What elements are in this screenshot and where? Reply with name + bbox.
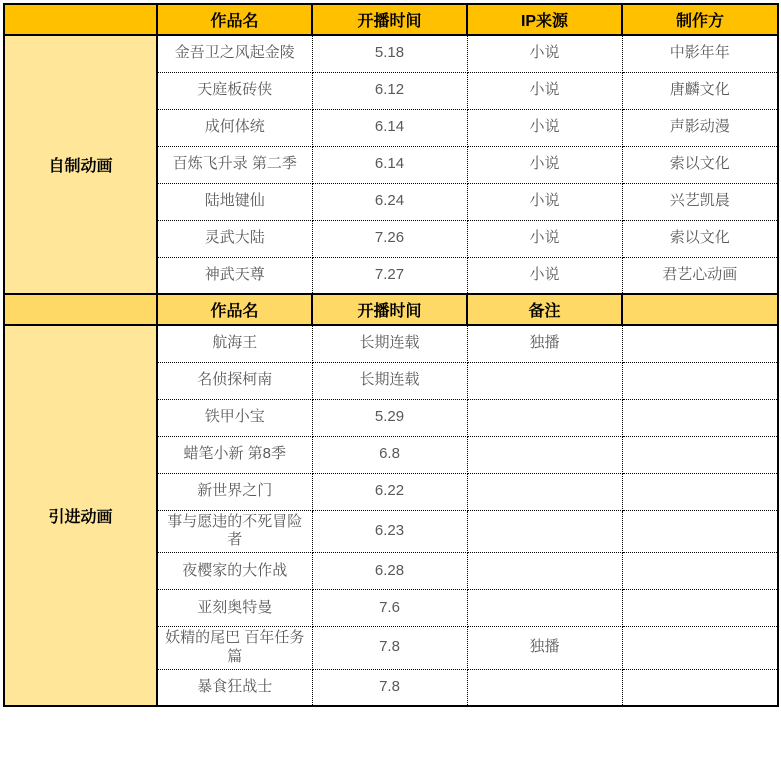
note-cell xyxy=(467,362,622,399)
date-cell: 7.8 xyxy=(312,669,467,706)
date-cell: 6.22 xyxy=(312,473,467,510)
section2-header-note: 备注 xyxy=(467,294,622,325)
note-cell xyxy=(467,473,622,510)
empty-cell xyxy=(622,627,778,670)
title-cell: 夜樱家的大作战 xyxy=(157,553,312,590)
section1-label: 自制动画 xyxy=(4,35,157,294)
empty-cell xyxy=(622,553,778,590)
date-cell: 长期连载 xyxy=(312,362,467,399)
section1-header-ip-source: IP来源 xyxy=(467,4,622,35)
section2-header-airdate: 开播时间 xyxy=(312,294,467,325)
title-cell: 金吾卫之风起金陵 xyxy=(157,35,312,72)
section2-header-row xyxy=(4,294,778,325)
note-cell xyxy=(467,553,622,590)
empty-cell xyxy=(622,669,778,706)
title-cell: 妖精的尾巴 百年任务篇 xyxy=(157,627,312,670)
producer-cell: 索以文化 xyxy=(622,220,778,257)
section1-header-row xyxy=(4,4,778,35)
title-cell: 灵武大陆 xyxy=(157,220,312,257)
section1-header-producer: 制作方 xyxy=(622,4,778,35)
ip-cell: 小说 xyxy=(467,72,622,109)
title-cell: 亚刻奥特曼 xyxy=(157,590,312,627)
date-cell: 6.14 xyxy=(312,109,467,146)
note-cell: 独播 xyxy=(467,627,622,670)
empty-cell xyxy=(622,362,778,399)
date-cell: 6.24 xyxy=(312,183,467,220)
ip-cell: 小说 xyxy=(467,220,622,257)
date-cell: 7.26 xyxy=(312,220,467,257)
title-cell: 新世界之门 xyxy=(157,473,312,510)
empty-cell xyxy=(622,436,778,473)
title-cell: 事与愿违的不死冒险者 xyxy=(157,510,312,553)
title-cell: 神武天尊 xyxy=(157,257,312,294)
note-cell xyxy=(467,669,622,706)
date-cell: 6.28 xyxy=(312,553,467,590)
title-cell: 陆地键仙 xyxy=(157,183,312,220)
section2-header-title: 作品名 xyxy=(157,294,312,325)
producer-cell: 兴艺凯晨 xyxy=(622,183,778,220)
section1-header-airdate: 开播时间 xyxy=(312,4,467,35)
note-cell xyxy=(467,510,622,553)
note-cell xyxy=(467,399,622,436)
section2-header-corner-cell xyxy=(4,294,157,325)
empty-cell xyxy=(622,510,778,553)
note-cell xyxy=(467,590,622,627)
producer-cell: 唐麟文化 xyxy=(622,72,778,109)
date-cell: 6.23 xyxy=(312,510,467,553)
ip-cell: 小说 xyxy=(467,109,622,146)
producer-cell: 索以文化 xyxy=(622,146,778,183)
empty-cell xyxy=(622,473,778,510)
table-row xyxy=(4,325,778,362)
note-cell xyxy=(467,436,622,473)
date-cell: 7.8 xyxy=(312,627,467,670)
ip-cell: 小说 xyxy=(467,146,622,183)
producer-cell: 中影年年 xyxy=(622,35,778,72)
producer-cell: 君艺心动画 xyxy=(622,257,778,294)
title-cell: 铁甲小宝 xyxy=(157,399,312,436)
ip-cell: 小说 xyxy=(467,183,622,220)
title-cell: 天庭板砖侠 xyxy=(157,72,312,109)
date-cell: 长期连载 xyxy=(312,325,467,362)
title-cell: 成何体统 xyxy=(157,109,312,146)
ip-cell: 小说 xyxy=(467,257,622,294)
title-cell: 百炼飞升录 第二季 xyxy=(157,146,312,183)
title-cell: 航海王 xyxy=(157,325,312,362)
date-cell: 7.6 xyxy=(312,590,467,627)
section2-header-empty xyxy=(622,294,778,325)
section1-header-corner-cell xyxy=(4,4,157,35)
table-row xyxy=(4,35,778,72)
date-cell: 5.29 xyxy=(312,399,467,436)
date-cell: 6.8 xyxy=(312,436,467,473)
empty-cell xyxy=(622,590,778,627)
empty-cell xyxy=(622,399,778,436)
section1-header-title: 作品名 xyxy=(157,4,312,35)
date-cell: 7.27 xyxy=(312,257,467,294)
title-cell: 蜡笔小新 第8季 xyxy=(157,436,312,473)
producer-cell: 声影动漫 xyxy=(622,109,778,146)
date-cell: 6.12 xyxy=(312,72,467,109)
date-cell: 6.14 xyxy=(312,146,467,183)
note-cell: 独播 xyxy=(467,325,622,362)
title-cell: 名侦探柯南 xyxy=(157,362,312,399)
title-cell: 暴食狂战士 xyxy=(157,669,312,706)
empty-cell xyxy=(622,325,778,362)
section2-label: 引进动画 xyxy=(4,325,157,706)
anime-schedule-table xyxy=(3,3,779,707)
ip-cell: 小说 xyxy=(467,35,622,72)
date-cell: 5.18 xyxy=(312,35,467,72)
